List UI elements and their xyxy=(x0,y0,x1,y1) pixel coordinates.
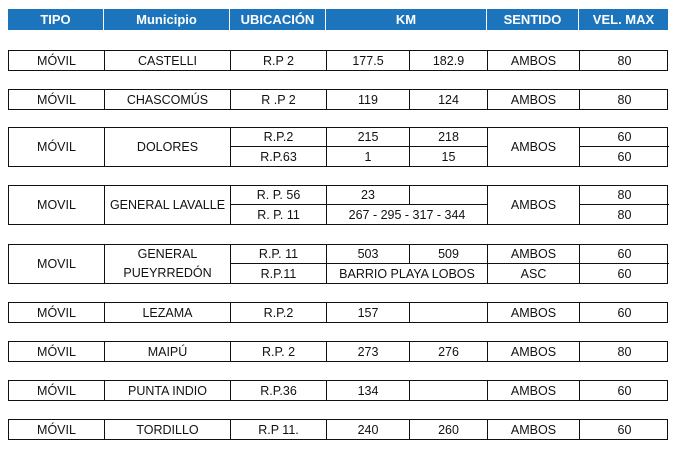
cell-km-end xyxy=(410,381,488,400)
table-row xyxy=(8,89,668,110)
table-row xyxy=(8,419,668,440)
header-ubicacion: UBICACIÓN xyxy=(230,9,326,30)
cell-vel-max: 60 xyxy=(617,383,632,398)
cell-ubicacion: R. P. 56 xyxy=(231,186,327,205)
cell-tipo: MOVIL xyxy=(9,245,105,283)
cell-tipo: MÓVIL xyxy=(9,303,105,322)
cell-ubicacion: R.P 11. xyxy=(231,420,327,439)
header-vel-max: VEL. MAX xyxy=(592,12,655,27)
header-sentido: SENTIDO xyxy=(487,9,579,30)
cell-km-end: 15 xyxy=(410,147,488,166)
cell-municipio: LEZAMA xyxy=(105,303,231,322)
table-row xyxy=(8,380,668,401)
cell-km-end: 509 xyxy=(410,245,488,264)
cell-km-end xyxy=(410,303,488,322)
table-row xyxy=(8,302,668,323)
cell-vel-max: 60 xyxy=(580,245,669,264)
cell-km-list: 267 - 295 - 317 - 344 xyxy=(327,205,488,224)
cell-municipio: CASTELLI xyxy=(105,51,231,70)
cell-km-start: 273 xyxy=(327,342,410,361)
cell-km-end: 260 xyxy=(410,420,488,439)
municipio-line-2: PUEYRREDÓN xyxy=(123,266,212,280)
cell-sentido: AMBOS xyxy=(488,90,580,109)
cell-municipio: TORDILLO xyxy=(105,420,231,439)
cell-ubicacion: R.P.2 xyxy=(231,128,327,147)
cell-km-start: 157 xyxy=(327,303,410,322)
table-row xyxy=(8,244,668,284)
cell-sentido: AMBOS xyxy=(488,342,580,361)
cell-tipo: MÓVIL xyxy=(9,381,105,400)
cell-ubicacion: R.P.11 xyxy=(231,264,327,283)
cell-km-end: 124 xyxy=(410,90,488,109)
cell-vel-max: 60 xyxy=(617,266,632,281)
header-tipo: TIPO xyxy=(8,9,104,30)
cell-km-start: 23 xyxy=(327,186,410,205)
cell-km-end xyxy=(410,186,488,205)
table-row xyxy=(8,50,668,71)
cell-ubicacion: R.P.63 xyxy=(231,147,327,166)
cell-sentido: AMBOS xyxy=(488,420,580,439)
cell-vel-max: 60 xyxy=(617,305,632,320)
cell-ubicacion: R.P 2 xyxy=(231,51,327,70)
cell-sentido: AMBOS xyxy=(488,303,580,322)
cell-sentido: AMBOS xyxy=(488,51,580,70)
cell-tipo: MÓVIL xyxy=(9,90,105,109)
cell-km-start: 119 xyxy=(327,90,410,109)
cell-km-start: 134 xyxy=(327,381,410,400)
cell-km-start: 177.5 xyxy=(327,51,410,70)
cell-ubicacion: R.P.36 xyxy=(231,381,327,400)
table-row xyxy=(8,185,668,225)
municipio-line-1: GENERAL xyxy=(137,247,198,261)
cell-km-end: 276 xyxy=(410,342,488,361)
cell-sentido: AMBOS xyxy=(488,128,580,166)
header-km: KM xyxy=(326,9,487,30)
cell-km-end: 218 xyxy=(410,128,488,147)
cell-ubicacion: R.P. 11 xyxy=(231,245,327,264)
cell-tipo: MÓVIL xyxy=(9,128,105,166)
cell-vel-max: 60 xyxy=(580,128,669,147)
cell-ubicacion: R .P 2 xyxy=(231,90,327,109)
table-row xyxy=(8,341,668,362)
header-municipio: Municipio xyxy=(104,9,230,30)
cell-vel-max: 60 xyxy=(617,149,632,164)
cell-tipo: MOVIL xyxy=(9,186,105,224)
cell-tipo: MÓVIL xyxy=(9,342,105,361)
cell-km-start: 503 xyxy=(327,245,410,264)
cell-municipio: CHASCOMÚS xyxy=(105,90,231,109)
cell-sentido: ASC xyxy=(488,264,580,283)
cell-vel-max: 80 xyxy=(617,92,632,107)
cell-ubicacion: R. P. 11 xyxy=(231,205,327,224)
cell-sentido: AMBOS xyxy=(488,381,580,400)
cell-tipo: MÓVIL xyxy=(9,420,105,439)
cell-km-start: 215 xyxy=(327,128,410,147)
cell-vel-max: 80 xyxy=(617,207,632,222)
cell-vel-max: 60 xyxy=(617,422,632,437)
cell-vel-max: 80 xyxy=(580,186,669,205)
cell-sentido: AMBOS xyxy=(488,245,580,264)
cell-municipio xyxy=(105,245,231,283)
table-row xyxy=(8,127,668,167)
cell-vel-max: 80 xyxy=(617,344,632,359)
cell-municipio: GENERAL LAVALLE xyxy=(105,186,231,224)
cell-km-start: 240 xyxy=(327,420,410,439)
cell-vel-max: 80 xyxy=(617,53,632,68)
cell-km-location: BARRIO PLAYA LOBOS xyxy=(327,264,488,283)
cell-ubicacion: R.P. 2 xyxy=(231,342,327,361)
cell-ubicacion: R.P.2 xyxy=(231,303,327,322)
cell-km-start: 1 xyxy=(327,147,410,166)
cell-sentido: AMBOS xyxy=(488,186,580,224)
table-header xyxy=(8,9,668,30)
cell-municipio: PUNTA INDIO xyxy=(105,381,231,400)
cell-municipio: MAIPÚ xyxy=(105,342,231,361)
cell-municipio: DOLORES xyxy=(105,128,231,166)
cell-tipo: MÓVIL xyxy=(9,51,105,70)
cell-km-end: 182.9 xyxy=(410,51,488,70)
